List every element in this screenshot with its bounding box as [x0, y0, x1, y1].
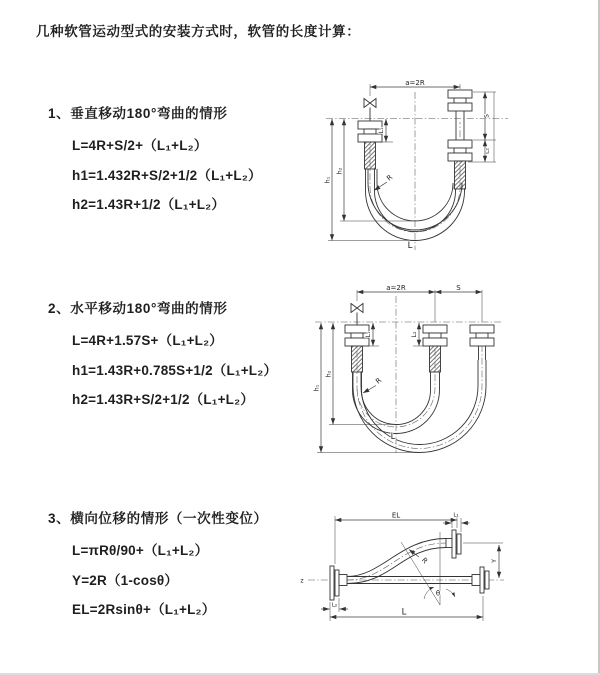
section-2-formula-h1: h1=1.43R+0.785S+1/2（L₁+L₂）: [72, 362, 278, 378]
section-2-title: 水平移动180°弯曲的情形: [70, 301, 228, 316]
diagram-vertical-180-bend: [312, 76, 512, 258]
hose-u-bends: [353, 360, 487, 453]
label-l1: L₁: [378, 127, 385, 134]
valve-icon: [351, 304, 363, 326]
dimension-lines: [317, 290, 482, 453]
section-3: [48, 507, 328, 625]
diagram-horizontal-180-bend: [305, 282, 505, 462]
section-1-number: 1、: [48, 106, 71, 121]
left-flange: [330, 566, 347, 600]
section-2: [48, 297, 328, 415]
label-a-2r: a=2R: [405, 79, 425, 87]
section-1-formula-L: L=4R+S/2+（L₁+L₂）: [72, 138, 208, 153]
label-l2-bottom: L₂: [331, 602, 338, 609]
label-radius-r: R: [374, 376, 384, 386]
section-2-formula-h2: h2=1.43R+S/2+1/2（L₁+L₂）: [72, 392, 255, 407]
section-3-formula-L: L=πRθ/90+（L₁+L₂）: [72, 543, 209, 558]
label-radius-r: R: [385, 173, 395, 183]
center-lines: [315, 296, 501, 453]
label-h1: h₁: [324, 176, 332, 184]
label-h2: h₂: [325, 370, 333, 378]
label-length-l: L: [390, 432, 396, 442]
section-1: [48, 102, 328, 220]
section-1-formula-h1: h1=1.432R+S/2+1/2（L₁+L₂）: [72, 167, 262, 183]
label-y: Y: [491, 559, 498, 563]
middle-pipe-flange: [423, 325, 447, 372]
label-z-mark: z: [300, 577, 304, 585]
section-2-heading: [48, 297, 328, 317]
label-el: EL: [391, 511, 401, 520]
label-stroke-s: S: [456, 284, 461, 292]
label-radius-r: R: [419, 556, 430, 566]
section-1-heading: [48, 102, 328, 122]
label-h1: h₁: [313, 384, 321, 392]
label-length-l: L: [407, 241, 413, 251]
section-1-formula-h2: h2=1.43R+1/2（L₁+L₂）: [72, 197, 226, 212]
center-lines: [326, 92, 508, 250]
right-flange-original-position: [472, 567, 489, 593]
section-2-formula-L: L=4R+1.57S+（L₁+L₂）: [72, 333, 223, 348]
dimension-lines: [321, 516, 503, 621]
section-1-title: 垂直移动180°弯曲的情形: [70, 106, 228, 121]
section-3-title: 横向位移的情形（一次性变位）: [70, 511, 268, 526]
label-l2: L₂: [411, 331, 418, 338]
page-title: 几种软管运动型式的安装方式时，软管的长度计算：: [36, 24, 361, 39]
valve-icon: [364, 99, 376, 122]
label-stroke-s: S: [483, 114, 491, 118]
section-2-number: 2、: [48, 301, 71, 316]
section-3-number: 3、: [48, 511, 71, 526]
section-3-formula-Y: Y=2R（1-cosθ）: [72, 572, 179, 588]
label-l2: L₂: [483, 148, 491, 154]
section-3-heading: [48, 507, 328, 527]
section-3-formula-EL: EL=2Rsinθ+（L₁+L₂）: [72, 602, 216, 617]
label-l1-top: L₁: [453, 512, 459, 519]
label-length-l: L: [401, 607, 407, 618]
label-h2: h₂: [336, 167, 344, 175]
label-a-2r: a=2R: [386, 284, 406, 292]
diagram-lateral-displacement: [297, 500, 512, 640]
label-l1: L₁: [365, 331, 372, 338]
right-flange-displaced-position: [446, 530, 461, 558]
label-theta: θ: [435, 589, 441, 598]
